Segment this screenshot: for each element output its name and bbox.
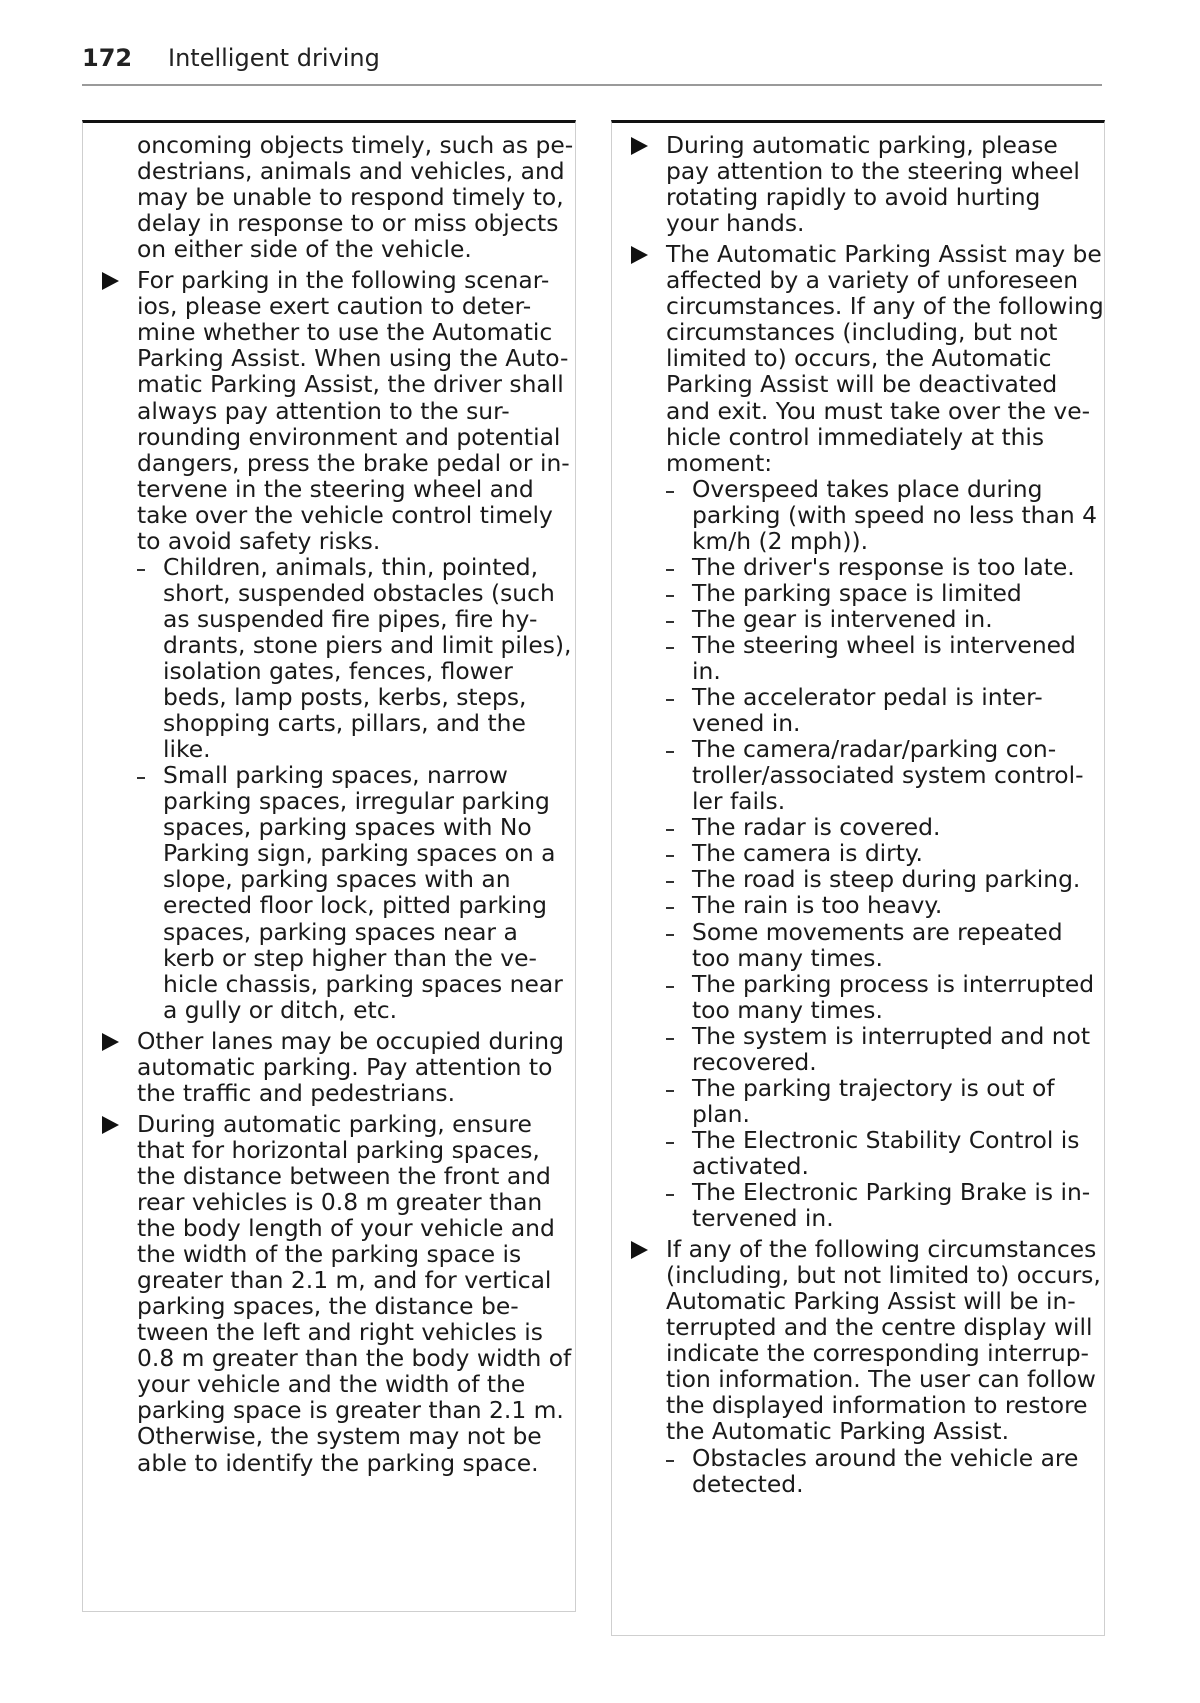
paragraph-line: the Automatic Parking Assist. xyxy=(666,1417,1010,1446)
bullet-arrow-icon xyxy=(102,1116,119,1134)
page-header xyxy=(82,44,1102,86)
list-dash xyxy=(666,595,674,597)
sub-item-line: tervened in. xyxy=(692,1204,834,1233)
paragraph-line: greater than 2.1 m, and for vertical xyxy=(137,1266,552,1295)
list-dash xyxy=(666,829,674,831)
paragraph-line: always pay attention to the sur- xyxy=(137,396,510,425)
sub-item-line: plan. xyxy=(692,1099,750,1128)
sub-item-line: a gully or ditch, etc. xyxy=(163,995,398,1024)
sub-item-line: beds, lamp posts, kerbs, steps, xyxy=(163,683,527,712)
paragraph-line: tion information. The user can follow xyxy=(666,1365,1096,1394)
paragraph-line: automatic parking. Pay attention to xyxy=(137,1052,553,1081)
sub-item-line: ler fails. xyxy=(692,787,786,816)
paragraph-line: 0.8 m greater than the body width of xyxy=(137,1344,572,1373)
sub-item-line: troller/associated system control- xyxy=(692,761,1084,790)
sub-item-line: The camera is dirty. xyxy=(692,839,923,868)
sub-item-line: The steering wheel is intervened xyxy=(692,630,1076,659)
list-dash xyxy=(666,569,674,571)
list-dash xyxy=(666,1194,674,1196)
sub-item-line: km/h (2 mph)). xyxy=(692,526,869,555)
sub-item-line: Obstacles around the vehicle are xyxy=(692,1443,1079,1472)
paragraph-line: circumstances (including, but not xyxy=(666,318,1058,347)
sub-item-line: isolation gates, fences, flower xyxy=(163,657,513,685)
sub-item-line: too many times. xyxy=(692,943,883,972)
paragraph-line: ios, please exert caution to deter- xyxy=(137,292,532,321)
sub-item-line: The parking trajectory is out of xyxy=(692,1073,1055,1102)
sub-item-line: The road is steep during parking. xyxy=(692,865,1081,894)
list-dash xyxy=(666,751,674,753)
paragraph-line: able to identify the parking space. xyxy=(137,1448,539,1477)
sub-item-line: The camera/radar/parking con- xyxy=(692,735,1057,764)
bullet-arrow-icon xyxy=(631,137,648,155)
page-number: 172 xyxy=(82,44,133,72)
paragraph-line: Other lanes may be occupied during xyxy=(137,1026,564,1055)
paragraph-line: dangers, press the brake pedal or in- xyxy=(137,448,570,477)
paragraph-line: Parking Assist. When using the Auto- xyxy=(137,344,569,373)
paragraph-line: During automatic parking, ensure xyxy=(137,1109,532,1138)
paragraph-line: circumstances. If any of the following xyxy=(666,292,1104,321)
paragraph-line: affected by a variety of unforeseen xyxy=(666,266,1079,295)
list-dash xyxy=(666,855,674,857)
paragraph-line: oncoming objects timely, such as pe- xyxy=(137,131,574,159)
list-dash xyxy=(666,881,674,883)
paragraph-line: take over the vehicle control timely xyxy=(137,500,553,529)
sub-item-line: short, suspended obstacles (such xyxy=(163,578,555,607)
paragraph-line: If any of the following circumstances xyxy=(666,1235,1097,1264)
paragraph-line: destrians, animals and vehicles, and xyxy=(137,157,565,186)
paragraph-line: parking spaces, the distance be- xyxy=(137,1292,519,1321)
paragraph-line: hicle control immediately at this xyxy=(666,422,1045,451)
paragraph-line: Parking Assist will be deactivated xyxy=(666,370,1058,399)
paragraph-line: to avoid safety risks. xyxy=(137,526,381,555)
sub-item-line: The rain is too heavy. xyxy=(692,891,943,920)
sub-item-line: detected. xyxy=(692,1469,804,1498)
paragraph-line: the traffic and pedestrians. xyxy=(137,1078,456,1107)
bullet-arrow-icon xyxy=(102,1033,119,1051)
list-dash xyxy=(137,777,145,779)
list-dash xyxy=(666,934,674,936)
sub-item-line: in. xyxy=(692,657,721,685)
sub-item-line: Children, animals, thin, pointed, xyxy=(163,552,539,581)
sub-item-line: slope, parking spaces with an xyxy=(163,865,511,894)
paragraph-line: the distance between the front and xyxy=(137,1161,551,1190)
list-dash xyxy=(666,491,674,493)
paragraph-line: delay in response to or miss objects xyxy=(137,209,559,238)
sub-item-line: Overspeed takes place during xyxy=(692,474,1043,503)
list-dash xyxy=(666,907,674,909)
left-column xyxy=(82,120,576,1612)
paragraph-line: indicate the corresponding interrup- xyxy=(666,1339,1089,1368)
paragraph-line: moment: xyxy=(666,448,773,477)
paragraph-line: During automatic parking, please xyxy=(666,131,1058,159)
paragraph-line: terrupted and the centre display will xyxy=(666,1313,1093,1342)
paragraph-line: that for horizontal parking spaces, xyxy=(137,1135,540,1164)
list-dash xyxy=(666,647,674,649)
sub-item-line: parking spaces, irregular parking xyxy=(163,787,550,816)
list-dash xyxy=(666,986,674,988)
sub-item-line: kerb or step higher than the ve- xyxy=(163,943,537,972)
sub-item-line: shopping carts, pillars, and the xyxy=(163,709,526,738)
paragraph-line: pay attention to the steering wheel xyxy=(666,157,1080,186)
paragraph-line: parking space is greater than 2.1 m. xyxy=(137,1396,564,1425)
sub-item-line: drants, stone piers and limit piles), xyxy=(163,630,572,659)
list-dash xyxy=(666,1090,674,1092)
sub-item-line: The system is interrupted and not xyxy=(692,1021,1091,1050)
list-dash xyxy=(666,699,674,701)
sub-item-line: Small parking spaces, narrow xyxy=(163,761,508,790)
paragraph-line: rounding environment and potential xyxy=(137,422,561,451)
sub-item-line: vened in. xyxy=(692,709,801,738)
paragraph-line: tervene in the steering wheel and xyxy=(137,474,534,503)
paragraph-line: rotating rapidly to avoid hurting xyxy=(666,183,1041,212)
list-dash xyxy=(666,1142,674,1144)
paragraph-line: may be unable to respond timely to, xyxy=(137,183,564,212)
paragraph-line: your vehicle and the width of the xyxy=(137,1370,526,1399)
sub-item-line: The accelerator pedal is inter- xyxy=(692,683,1043,712)
sub-item-line: The parking space is limited xyxy=(692,578,1022,607)
paragraph-line: on either side of the vehicle. xyxy=(137,235,472,264)
sub-item-line: The radar is covered. xyxy=(692,813,941,842)
bullet-arrow-icon xyxy=(102,272,119,290)
sub-item-line: Parking sign, parking spaces on a xyxy=(163,839,556,868)
paragraph-line: limited to) occurs, the Automatic xyxy=(666,344,1052,373)
list-dash xyxy=(666,1460,674,1462)
paragraph-line: tween the left and right vehicles is xyxy=(137,1318,543,1347)
sub-item-line: like. xyxy=(163,735,211,764)
paragraph-line: The Automatic Parking Assist may be xyxy=(666,240,1102,269)
sub-item-line: The Electronic Stability Control is xyxy=(692,1125,1080,1154)
sub-item-line: The gear is intervened in. xyxy=(692,604,993,633)
sub-item-line: recovered. xyxy=(692,1047,817,1076)
paragraph-line: matic Parking Assist, the driver shall xyxy=(137,370,564,399)
sub-item-line: spaces, parking spaces near a xyxy=(163,917,518,946)
bullet-arrow-icon xyxy=(631,246,648,264)
list-dash xyxy=(666,621,674,623)
paragraph-line: Automatic Parking Assist will be in- xyxy=(666,1287,1076,1316)
paragraph-line: the body length of your vehicle and xyxy=(137,1214,555,1243)
sub-item-line: too many times. xyxy=(692,995,883,1024)
section-title: Intelligent driving xyxy=(168,44,380,72)
bullet-arrow-icon xyxy=(631,1241,648,1259)
paragraph-line: your hands. xyxy=(666,209,805,238)
paragraph-line: For parking in the following scenar- xyxy=(137,266,550,295)
paragraph-line: mine whether to use the Automatic xyxy=(137,318,553,347)
sub-item-line: as suspended fire pipes, fire hy- xyxy=(163,604,538,633)
sub-item-line: activated. xyxy=(692,1151,809,1180)
sub-item-line: The Electronic Parking Brake is in- xyxy=(692,1178,1091,1206)
paragraph-line: the width of the parking space is xyxy=(137,1240,522,1269)
paragraph-line: Otherwise, the system may not be xyxy=(137,1422,542,1451)
list-dash xyxy=(137,569,145,571)
sub-item-line: erected floor lock, pitted parking xyxy=(163,891,547,920)
sub-item-line: hicle chassis, parking spaces near xyxy=(163,969,563,998)
paragraph-line: the displayed information to restore xyxy=(666,1391,1088,1420)
sub-item-line: spaces, parking spaces with No xyxy=(163,813,532,842)
sub-item-line: Some movements are repeated xyxy=(692,917,1063,946)
paragraph-line: and exit. You must take over the ve- xyxy=(666,396,1091,425)
sub-item-line: parking (with speed no less than 4 xyxy=(692,500,1097,529)
paragraph-line: rear vehicles is 0.8 m greater than xyxy=(137,1188,543,1216)
sub-item-line: The parking process is interrupted xyxy=(692,969,1095,998)
sub-item-line: The driver's response is too late. xyxy=(692,552,1075,581)
paragraph-line: (including, but not limited to) occurs, xyxy=(666,1261,1101,1290)
list-dash xyxy=(666,1038,674,1040)
right-column xyxy=(611,120,1105,1636)
